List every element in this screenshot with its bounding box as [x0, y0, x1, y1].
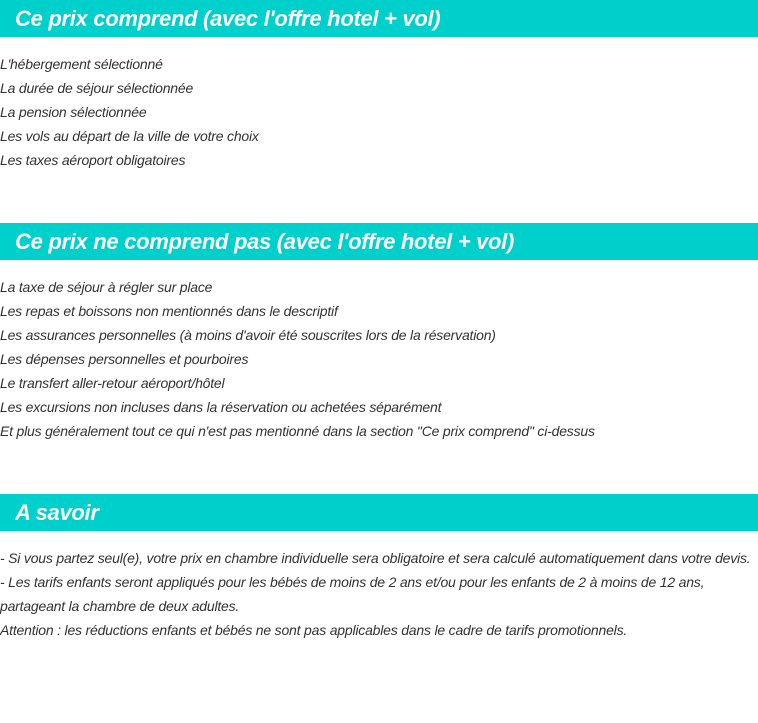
- section-title-included: Ce prix comprend (avec l'offre hotel + vol): [0, 0, 758, 37]
- info-paragraph: - Si vous partez seul(e), votre prix en chambre individuelle sera obligatoire et sera calculé automatiquement dans votre devis.: [0, 550, 751, 566]
- list-item: La pension sélectionnée: [0, 104, 147, 120]
- list-item: Les excursions non incluses dans la réservation ou achetées séparément: [0, 399, 442, 415]
- list-item: Et plus généralement tout ce qui n'est pas mentionné dans la section "Ce prix comprend" ci-dessus: [0, 423, 595, 439]
- not-included-list: [0, 275, 758, 443]
- info-paragraph: - Les tarifs enfants seront appliqués pour les bébés de moins de 2 ans et/ou pour les enfants de 2 à moins de 12 ans, partageant la chambre de deux adultes.: [0, 574, 705, 614]
- section-title-not-included: Ce prix ne comprend pas (avec l'offre hotel + vol): [0, 223, 758, 260]
- list-item: La taxe de séjour à régler sur place: [0, 279, 213, 295]
- section-title-a-savoir: A savoir: [0, 494, 758, 531]
- list-item: Les taxes aéroport obligatoires: [0, 152, 186, 168]
- list-item: Les dépenses personnelles et pourboires: [0, 351, 249, 367]
- list-item: Les assurances personnelles (à moins d'avoir été souscrites lors de la réservation): [0, 327, 496, 343]
- list-item: L'hébergement sélectionné: [0, 56, 163, 72]
- included-list: [0, 52, 758, 172]
- list-item: La durée de séjour sélectionnée: [0, 80, 194, 96]
- list-item: Le transfert aller-retour aéroport/hôtel: [0, 375, 225, 391]
- list-item: Les repas et boissons non mentionnés dans le descriptif: [0, 303, 338, 319]
- info-paragraph: Attention : les réductions enfants et bébés ne sont pas applicables dans le cadre de tarifs promotionnels.: [0, 622, 628, 638]
- a-savoir-content: [0, 546, 752, 642]
- list-item: Les vols au départ de la ville de votre choix: [0, 128, 259, 144]
